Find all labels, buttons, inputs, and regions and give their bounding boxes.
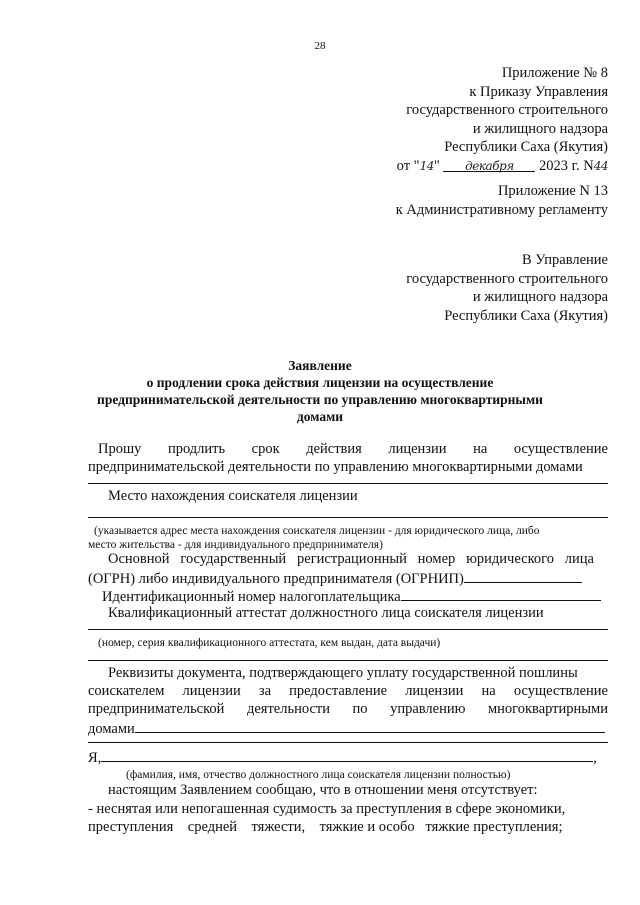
title-line-3: предпринимательской деятельности по управлению многоквартирными [97,392,543,407]
title-line-4: домами [296,409,344,424]
blank-line [88,742,608,743]
word: деятельности [246,701,330,717]
requisites-line-2 [88,682,608,700]
appendix-13-header [396,182,608,219]
ogrn-line-1 [108,550,594,568]
requisites-line-4 [88,718,608,738]
appendix-8-line-5: Республики Саха (Якутия) [444,139,608,155]
word: лица [564,551,594,567]
requisites-blank[interactable] [135,718,605,733]
word: регистрационный [297,551,407,567]
word: продлить [167,441,226,457]
appendix-8-line-2: к Приказу Управления [469,83,608,100]
applicant-name-blank[interactable] [101,747,593,762]
month-blank [443,157,535,172]
qualification-note: (номер, серия квалификационного аттестата, кем выдан, дата выдачи) [98,637,441,649]
requisites-line-1: Реквизиты документа, подтверждающего уплату государственной пошлины [108,665,578,681]
inn-line [102,586,622,606]
word: Прошу [98,441,142,457]
handwritten-number: 44 [593,158,608,173]
request-line-2: предпринимательской деятельности по управлению многоквартирными домами [88,459,583,475]
date-prefix: от " [396,157,420,174]
appendix-8-line-3: государственного строительного [406,102,608,118]
word: Основной [108,551,170,567]
appendix-8-header [397,64,608,175]
location-note-line-1: (указывается адрес места нахождения соискателя лицензии - для юридического лица, либо [94,525,540,537]
word: осуществление [513,441,608,457]
item-1-line-2: преступления средней тяжести, тяжкие и особо тяжкие преступления; [88,819,563,835]
word: за [258,683,272,699]
appendix-13-line-2: к Административному регламенту [395,201,608,218]
ogrn-line-2 [88,568,608,588]
date-quote: " [433,157,440,174]
word: осуществление [513,683,608,699]
word: многоквартирными [487,701,608,717]
word: на [473,441,488,457]
page-number: 28 [314,40,326,52]
applicant-name-line [88,747,608,767]
appendix-8-line-4: и жилищного надзора [472,120,608,137]
word: по [352,701,368,717]
word: предпринимательской [88,701,225,717]
comma: , [593,750,597,766]
handwritten-day: 14 [419,158,434,173]
addressee-line-3: и жилищного надзора [472,289,608,305]
blank-line [88,483,608,484]
word: управлению [390,701,466,717]
requisites-line-3 [88,700,608,718]
addressee-line-4: Республики Саха (Якутия) [444,307,608,324]
appendix-8-line-1: Приложение № 8 [501,65,608,81]
blank-line [88,517,608,518]
word: лицензии [182,683,241,699]
location-note-line-2: место жительства - для индивидуального предпринимателя) [88,539,383,551]
word: срок [251,441,280,457]
word: соискателем [88,683,165,699]
addressee-block [406,251,608,325]
word: лицензии [388,441,447,457]
word: лицензии [405,683,464,699]
addressee-line-1: В Управление [521,252,608,268]
word: юридического [466,551,554,567]
addressee-line-2: государственного строительного [406,270,608,287]
word: на [481,683,496,699]
requisites-tail: домами [88,721,135,737]
date-year: 2023 г. N [539,157,594,174]
statement-line: настоящим Заявлением сообщаю, что в отношении меня отсутствует: [108,782,538,798]
handwritten-month: декабря [465,158,514,173]
word: номер [417,551,456,567]
request-line-1 [98,440,608,458]
inn-blank[interactable] [401,586,601,601]
applicant-name-note: (фамилия, имя, отчество должностного лица соискателя лицензии полностью) [126,769,511,781]
order-date-line [397,157,608,176]
ogrn-blank[interactable] [464,568,582,583]
ya-label: Я, [88,750,102,766]
title-line-2: о продлении срока действия лицензии на осуществление [146,375,494,390]
blank-line [88,660,608,661]
inn-label: Идентификационный номер налогоплательщика [102,589,401,605]
ogrn-label: (ОГРН) либо индивидуального предпринимателя (ОГРНИП) [88,571,464,587]
blank-line [88,629,608,630]
item-1-line-1: - неснятая или непогашенная судимость за преступления в сфере экономики, [88,801,566,817]
word: государственный [180,551,287,567]
word: предоставление [289,683,388,699]
title-line-1: Заявление [288,358,352,373]
location-label: Место нахождения соискателя лицензии [108,488,358,504]
word: действия [306,441,362,457]
document-title [0,357,640,425]
appendix-13-line-1: Приложение N 13 [497,183,608,199]
qualification-label: Квалификационный аттестат должностного лица соискателя лицензии [108,605,544,621]
